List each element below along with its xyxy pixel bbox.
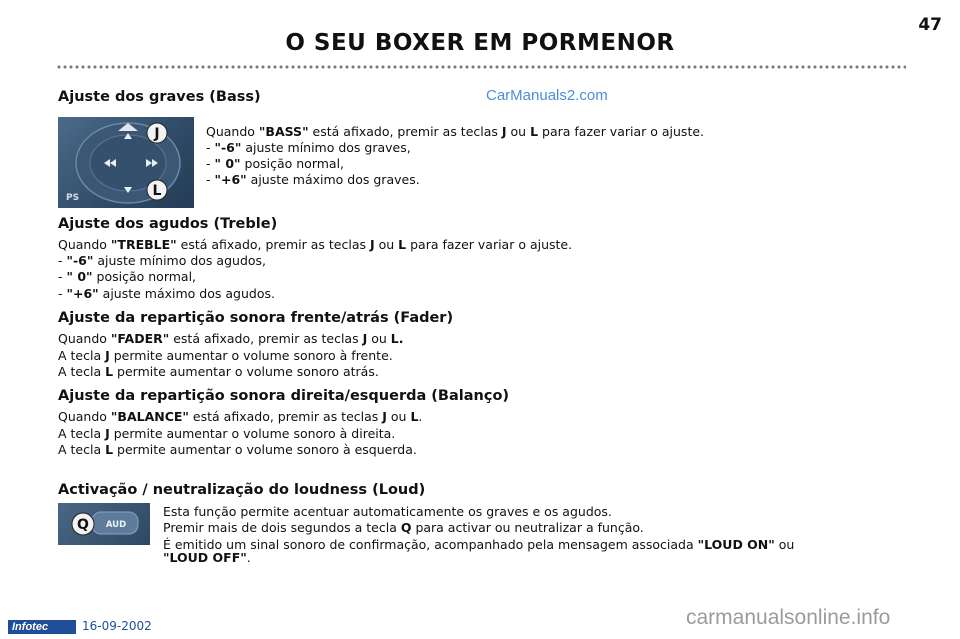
footer-date: 16-09-2002 (82, 619, 152, 633)
bass-heading: Ajuste dos graves (Bass) (58, 89, 261, 105)
button-l-label: L (152, 183, 162, 199)
page-title: O SEU BOXER EM PORMENOR (285, 30, 675, 56)
q-aud-buttons-icon (58, 503, 150, 545)
radio-control-buttons-icon (58, 117, 194, 208)
balance-heading: Ajuste da repartição sonora direita/esquerda (Balanço) (58, 388, 510, 404)
fader-line-2: A tecla J permite aumentar o volume sonoro à frente. (58, 348, 393, 363)
dotted-divider (56, 64, 906, 70)
fader-line-3: A tecla L permite aumentar o volume sonoro atrás. (58, 364, 379, 379)
infotec-logo: Infotec (8, 620, 76, 634)
fader-line-1: Quando "FADER" está afixado, premir as teclas J ou L. (58, 331, 404, 346)
loud-line-4: "LOUD OFF". (163, 550, 251, 565)
balance-line-1: Quando "BALANCE" está afixado, premir as teclas J ou L. (58, 409, 423, 424)
button-ps-label: PS (66, 193, 80, 203)
radio-controls-image (58, 117, 194, 208)
button-j-label: J (154, 126, 160, 142)
balance-line-2: A tecla J permite aumentar o volume sonoro à direita. (58, 426, 396, 441)
watermark-top: CarManuals2.com (486, 87, 608, 104)
fader-heading: Ajuste da repartição sonora frente/atrás (Fader) (58, 310, 454, 326)
bass-line-1: Quando "BASS" está afixado, premir as teclas J ou L para fazer variar o ajuste. (206, 124, 705, 139)
loud-line-3: É emitido um sinal sonoro de confirmação, acompanhado pela mensagem associada "LOUD ON" ou (163, 537, 795, 552)
treble-line-2: - "-6" ajuste mínimo dos agudos, (58, 253, 267, 268)
loud-line-1: Esta função permite acentuar automaticamente os graves e os agudos. (163, 504, 612, 519)
loud-line-2: Premir mais de dois segundos a tecla Q para activar ou neutralizar a função. (163, 520, 644, 535)
button-q-label: Q (77, 517, 89, 533)
bass-line-3: - " 0" posição normal, (206, 156, 345, 171)
loud-buttons-image (58, 503, 150, 545)
treble-line-1: Quando "TREBLE" está afixado, premir as teclas J ou L para fazer variar o ajuste. (58, 237, 573, 252)
page-number: 47 (918, 15, 942, 35)
bass-line-2: - "-6" ajuste mínimo dos graves, (206, 140, 411, 155)
watermark-bottom: carmanualsonline.info (686, 606, 891, 629)
bass-line-4: - "+6" ajuste máximo dos graves. (206, 172, 420, 187)
button-aud-label: AUD (105, 520, 127, 530)
treble-line-4: - "+6" ajuste máximo dos agudos. (58, 286, 275, 301)
treble-heading: Ajuste dos agudos (Treble) (58, 216, 278, 232)
treble-line-3: - " 0" posição normal, (58, 269, 197, 284)
loud-heading: Activação / neutralização do loudness (Loud) (58, 482, 426, 498)
balance-line-3: A tecla L permite aumentar o volume sonoro à esquerda. (58, 442, 417, 457)
